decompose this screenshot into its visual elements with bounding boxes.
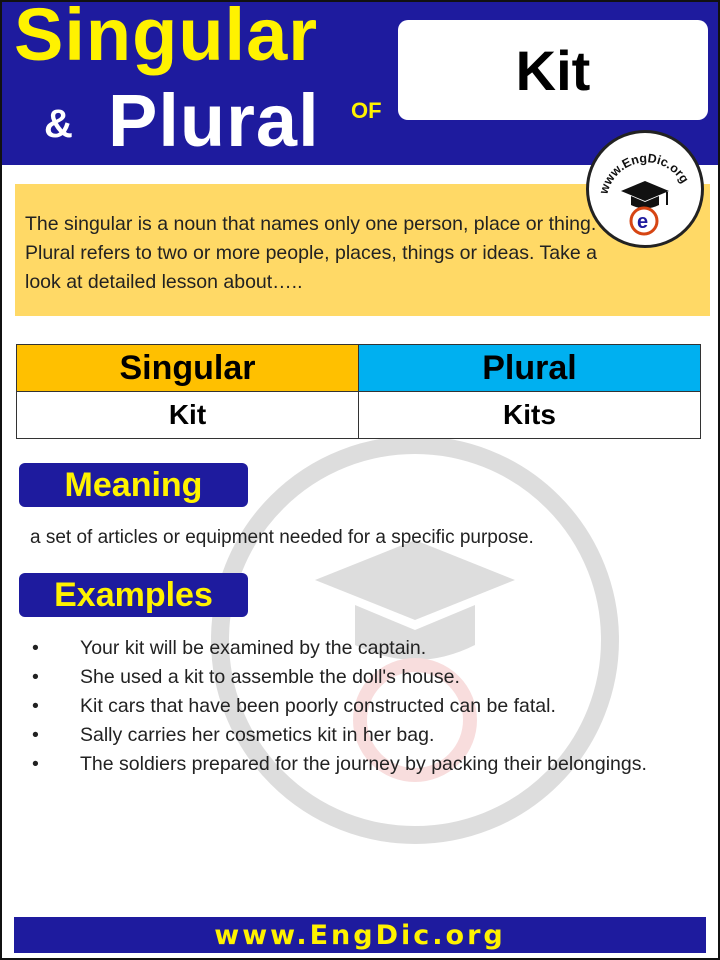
bullet: • xyxy=(32,637,39,659)
title-of: OF xyxy=(351,98,382,123)
meaning-text: a set of articles or equipment needed for a specific purpose. xyxy=(30,527,534,548)
title-plural: Plural xyxy=(108,79,320,162)
word-title: Kit xyxy=(515,38,591,102)
singular-header: Singular xyxy=(17,345,359,392)
list-item xyxy=(30,750,670,779)
logo-text: www.EngDic.org xyxy=(596,151,692,196)
plural-value: Kits xyxy=(359,392,701,439)
bullet: • xyxy=(32,666,39,688)
list-item xyxy=(30,663,670,692)
list-item xyxy=(30,721,670,750)
logo-letter: e xyxy=(637,211,649,233)
examples-label-text: Examples xyxy=(54,575,213,614)
bullet: • xyxy=(32,753,39,775)
word-box xyxy=(398,20,708,120)
list-item xyxy=(30,634,670,663)
example-text: Your kit will be examined by the captain. xyxy=(80,637,427,659)
plural-header: Plural xyxy=(359,345,701,392)
examples-list xyxy=(30,634,670,779)
examples-label xyxy=(19,573,248,617)
singular-plural-table xyxy=(16,344,701,439)
singular-value: Kit xyxy=(17,392,359,439)
list-item xyxy=(30,692,670,721)
example-text: Kit cars that have been poorly constructed can be fatal. xyxy=(80,695,556,717)
meaning-label xyxy=(19,463,248,507)
bullet: • xyxy=(32,724,39,746)
engdic-logo xyxy=(586,130,704,248)
graduation-cap-icon xyxy=(589,133,701,245)
bullet: • xyxy=(32,695,39,717)
example-text: The soldiers prepared for the journey by packing their belongings. xyxy=(80,753,647,775)
example-text: Sally carries her cosmetics kit in her bag. xyxy=(80,724,435,746)
footer-banner xyxy=(14,917,706,953)
title-ampersand: & xyxy=(44,102,73,146)
footer-url: www.EngDic.org xyxy=(214,919,506,951)
meaning-label-text: Meaning xyxy=(64,465,203,504)
intro-text: The singular is a noun that names only one person, place or thing. Plural refers to two or more people, places, things or ideas. Take a look at detailed lesson about….. xyxy=(25,213,597,293)
title-singular: Singular xyxy=(14,0,319,76)
example-text: She used a kit to assemble the doll's house. xyxy=(80,666,460,688)
